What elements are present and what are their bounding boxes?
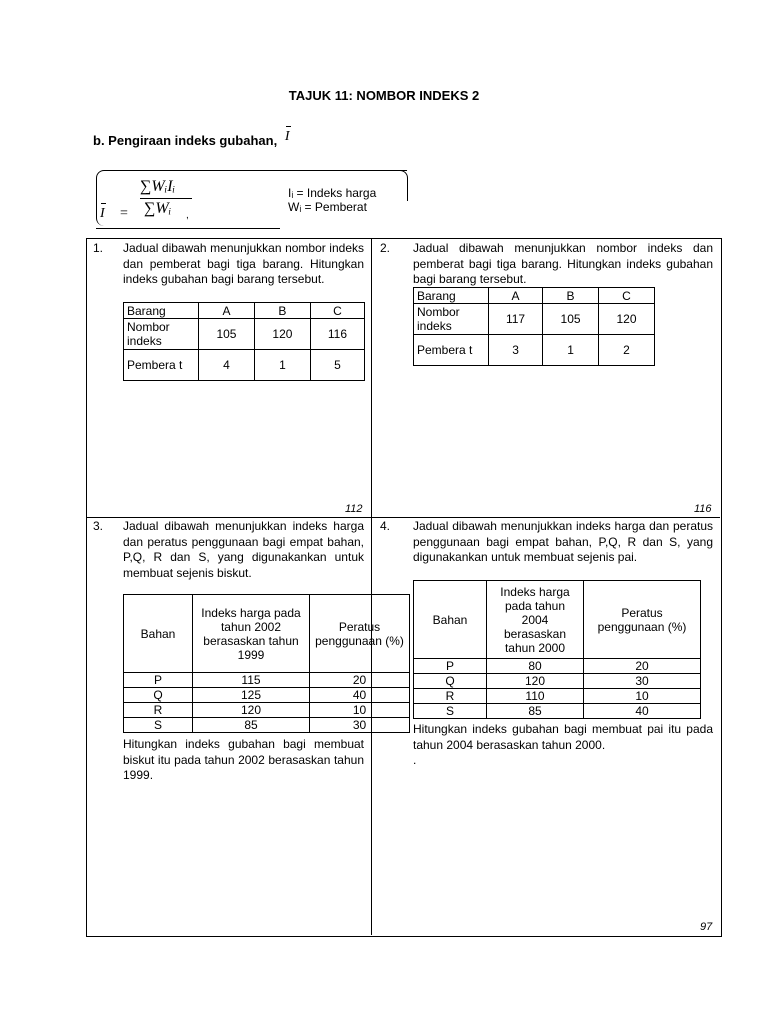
table-cell: 125 [193,688,310,703]
table-cell: 120 [193,703,310,718]
table-cell: S [124,718,193,733]
composite-index-symbol: I [284,129,290,144]
table-row [124,718,410,733]
table-cell: 117 [489,304,543,335]
table-cell: Barang [414,288,489,304]
table-cell: P [414,659,487,674]
table-cell: 116 [310,319,364,350]
table-cell: Q [414,674,487,689]
question-1-page-number: 112 [345,503,363,515]
table-cell: 40 [310,688,410,703]
formula-denominator: ∑Wᵢ [144,200,172,217]
grid-vertical-divider [371,238,372,935]
table-cell: Q [124,688,193,703]
table-row [414,674,701,689]
table-cell: Nombor indeks [124,319,199,350]
table-cell: Pembera t [414,335,489,366]
table-cell: Indeks harga pada tahun 2002 berasaskan tahun 1999 [193,595,310,673]
table-cell: 30 [584,674,701,689]
question-3-instruction: Hitungkan indeks gubahan bagi membuat biskut itu pada tahun 2002 berasaskan tahun 1999. [123,737,364,782]
table-row [414,335,655,366]
question-2-number: 2. [380,241,391,255]
table-cell: 105 [543,304,599,335]
table-row [124,703,410,718]
table-cell: 80 [487,659,584,674]
table-row [124,350,365,381]
table-cell: 4 [199,350,255,381]
formula-box-underline [96,228,280,229]
table-cell: Indeks harga pada tahun 2004 berasaskan tahun 2000 [487,581,584,659]
table-header-row [124,595,410,673]
table-cell: 5 [310,350,364,381]
question-3-table [123,594,410,733]
question-4-table [413,580,701,719]
table-header-row [414,288,655,304]
table-cell: 115 [193,673,310,688]
formula-numerator: ∑WᵢIᵢ [140,178,176,195]
formula-comma: , [186,210,189,221]
question-2-table [413,287,655,366]
question-4-instruction: Hitungkan indeks gubahan bagi membuat pai itu pada tahun 2004 berasaskan tahun 2000. [413,722,713,752]
grid-horizontal-divider [86,517,720,518]
table-cell: R [124,703,193,718]
table-cell: 85 [193,718,310,733]
table-cell: A [489,288,543,304]
table-cell: Peratus penggunaan (%) [584,581,701,659]
table-row [414,704,701,719]
table-cell: B [543,288,599,304]
table-row [124,673,410,688]
question-3-text: Jadual dibawah menunjukkan indeks harga dan peratus penggunaan bagi empat bahan, P,Q, R dan S, yang digunakankan untuk membuat sejenis biskut. [123,519,364,580]
table-cell: R [414,689,487,704]
question-1-text: Jadual dibawah menunjukkan nombor indeks dan pemberat bagi tiga barang. Hitungkan indeks gubahan bagi barang tersebut. [123,241,364,286]
table-header-row [414,581,701,659]
formula-box-corner [395,170,408,201]
table-cell: 105 [199,319,255,350]
table-row [414,304,655,335]
table-cell: 85 [487,704,584,719]
table-cell: Bahan [414,581,487,659]
section-label: b. Pengiraan indeks gubahan, [93,133,278,148]
legend-weight: Wᵢ = Pemberat [288,200,367,214]
table-cell: S [414,704,487,719]
question-2-page-number: 116 [694,503,712,515]
table-cell: 2 [599,335,655,366]
table-cell: C [310,303,364,319]
question-4-dot: . [413,753,417,767]
table-cell: B [254,303,310,319]
table-cell: 30 [310,718,410,733]
question-4-number: 4. [380,519,391,533]
table-cell: 20 [584,659,701,674]
table-cell: 1 [254,350,310,381]
table-cell: Barang [124,303,199,319]
section-heading [93,129,290,150]
formula-legend [288,186,376,214]
table-cell: Bahan [124,595,193,673]
legend-price-index: Iᵢ = Indeks harga [288,186,377,200]
table-cell: 120 [487,674,584,689]
table-cell: A [199,303,255,319]
table-cell: 10 [310,703,410,718]
table-cell: 20 [310,673,410,688]
question-4-page-number: 97 [700,921,713,933]
question-2-text: Jadual dibawah menunjukkan nombor indeks dan pemberat bagi tiga barang. Hitungkan indeks gubahan bagi barang tersebut. [413,241,713,286]
table-cell: 10 [584,689,701,704]
table-cell: 3 [489,335,543,366]
table-cell: 40 [584,704,701,719]
question-1-table [123,302,365,381]
table-cell: 120 [254,319,310,350]
table-row [414,689,701,704]
table-cell: C [599,288,655,304]
table-header-row [124,303,365,319]
table-cell: 120 [599,304,655,335]
table-row [124,688,410,703]
table-row [124,319,365,350]
table-cell: Pembera t [124,350,199,381]
question-3-number: 3. [93,519,104,533]
table-cell: P [124,673,193,688]
table-row [414,659,701,674]
page-title: TAJUK 11: NOMBOR INDEKS 2 [288,88,480,103]
formula-lhs: I [100,206,105,221]
table-cell: Peratus penggunaan (%) [310,595,410,673]
formula-equals: = [120,206,128,221]
table-cell: 1 [543,335,599,366]
fraction-bar [140,198,192,199]
table-cell: Nombor indeks [414,304,489,335]
table-cell: 110 [487,689,584,704]
question-4-text: Jadual dibawah menunjukkan indeks harga dan peratus penggunaan bagi empat bahan, P,Q, R dan S, yang digunakankan untuk membuat sejenis pai. [413,519,713,564]
question-1-number: 1. [93,241,104,255]
